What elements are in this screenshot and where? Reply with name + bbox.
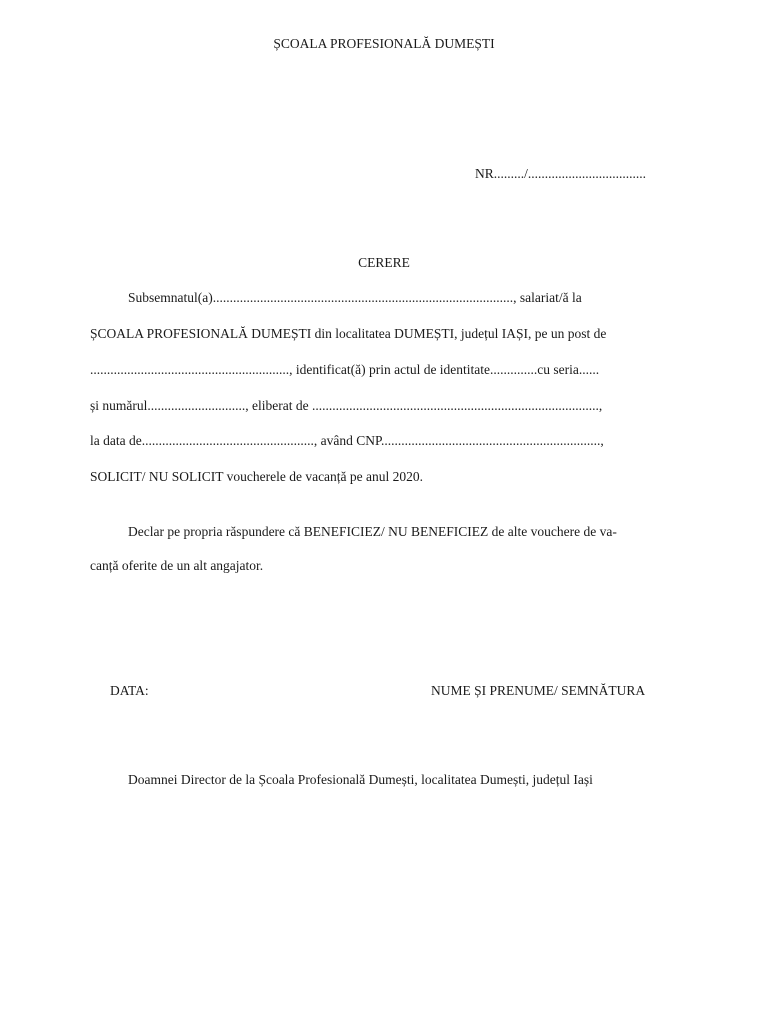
date-label: DATA:: [110, 683, 149, 698]
request-line-4: și numărul............................., eliberat de .....................................................................................,: [90, 398, 603, 413]
addressee-line: Doamnei Director de la Școala Profesională Dumești, localitatea Dumești, județul Iași: [128, 772, 593, 787]
request-line-5: la data de..................................................., având CNP.................................................................,: [90, 433, 604, 448]
school-header: ȘCOALA PROFESIONALĂ DUMEȘTI: [273, 36, 495, 51]
declaration-line-2: canță oferite de un alt angajator.: [90, 558, 264, 573]
declaration-line-1: Declar pe propria răspundere că BENEFICIEZ/ NU BENEFICIEZ de alte vouchere de va-: [128, 524, 617, 539]
document-title: CERERE: [358, 255, 410, 270]
request-line-6: SOLICIT/ NU SOLICIT voucherele de vacanță pe anul 2020.: [90, 469, 424, 484]
registration-number-line: NR........./...................................: [475, 166, 647, 181]
signature-label: NUME ȘI PRENUME/ SEMNĂTURA: [431, 683, 646, 698]
request-line-1: Subsemnatul(a)........................................................................................., salariat/ă la: [128, 290, 582, 305]
request-line-2: ȘCOALA PROFESIONALĂ DUMEȘTI din localitatea DUMEȘTI, județul IAȘI, pe un post de: [90, 326, 607, 341]
request-line-3: ..........................................................., identificat(ă) prin actul de identitate..............cu seria......: [90, 362, 600, 377]
